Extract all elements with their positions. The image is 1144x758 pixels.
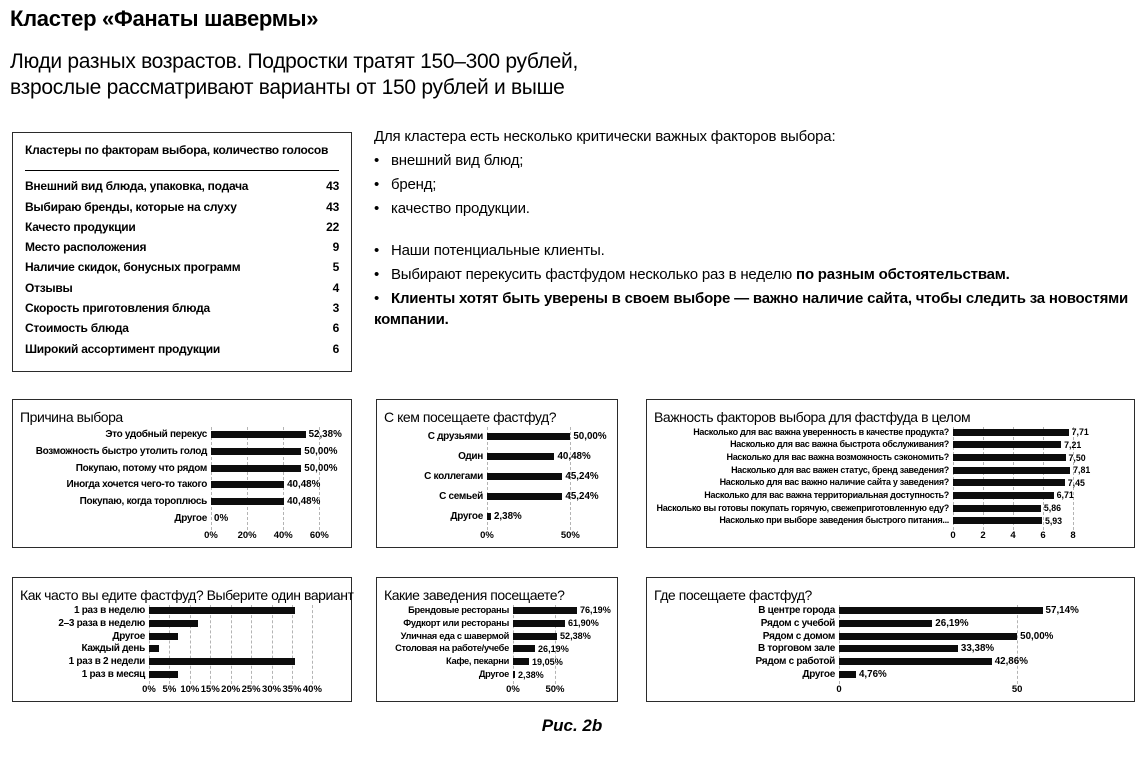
- chart-title: Как часто вы едите фастфуд? Выберите один вариант: [20, 587, 354, 603]
- bullet-marker: •: [374, 242, 380, 259]
- bar-value-label: 50,00%: [1020, 630, 1054, 642]
- bar-value-label: 40,48%: [557, 450, 591, 462]
- x-axis-tick-label: 20%: [221, 684, 241, 695]
- bar-category-label: Насколько для вас важна возможность сэкономить?: [726, 452, 949, 463]
- bar-track: [953, 478, 1124, 488]
- bar: [487, 493, 562, 500]
- table-row: [25, 180, 339, 193]
- bar-category-label: Рядом с учебой: [760, 617, 835, 629]
- bar-category-label: Покупаю, потому что рядом: [75, 462, 207, 474]
- x-axis-tick-label: 0: [836, 684, 842, 695]
- table-row-label: Широкий ассортимент продукции: [25, 341, 221, 356]
- x-axis-tick-label: 50: [1011, 684, 1023, 695]
- table-row-value: 3: [332, 301, 339, 316]
- bar-track: [839, 631, 1124, 642]
- bar-category-label: Насколько для вас важна уверенность в качестве продукта?: [693, 426, 949, 437]
- chart-plot-area: [19, 604, 345, 681]
- bar-value-label: 57,14%: [1045, 604, 1079, 616]
- chart-locations-panel: [646, 577, 1135, 702]
- bar-value-label: 40,48%: [287, 479, 321, 491]
- bar-category-label: Каждый день: [81, 643, 145, 655]
- bar: [953, 492, 1054, 499]
- chart-bar-row: [653, 643, 1128, 654]
- subtitle-line-1: Люди разных возрастов. Подростки тратят 150–300 рублей,: [10, 50, 579, 73]
- bar-track: [953, 465, 1124, 475]
- chart-plot-area: [653, 426, 1128, 527]
- bar-track: [839, 605, 1124, 616]
- x-axis-ticks: [506, 683, 607, 697]
- bar-track: [149, 671, 341, 678]
- table-row-label: Выбираю бренды, которые на слуху: [25, 199, 237, 214]
- bar-category-label: Другое: [450, 511, 483, 523]
- chart-bar-row: [19, 463, 345, 474]
- x-axis-tick-label: 60%: [309, 530, 329, 541]
- table-header: Кластеры по факторам выбора, количество голосов: [25, 143, 329, 157]
- clusters-table-panel: [12, 132, 352, 372]
- bar-track: [149, 645, 341, 652]
- bar-category-label: 1 раз в неделю: [73, 604, 145, 616]
- chart-bar-row: [653, 618, 1128, 629]
- chart-bar-row: [19, 631, 345, 642]
- bar-value-label: 50,00%: [304, 445, 338, 457]
- bar-category-label: С коллегами: [424, 470, 483, 482]
- bar-category-label: Уличная еда с шавермой: [400, 630, 509, 641]
- table-row-label: Внешний вид блюда, упаковка, подача: [25, 179, 249, 194]
- chart-bar-row: [19, 496, 345, 507]
- bar-value-label: 76,19%: [579, 605, 611, 616]
- bar-category-label: 2–3 раза в неделю: [58, 617, 145, 629]
- table-row: [25, 302, 339, 315]
- table-row-label: Отзывы: [25, 280, 73, 295]
- bar-track: [149, 658, 341, 665]
- bar-category-label: Другое: [174, 513, 207, 525]
- chart-bar-row: [653, 465, 1128, 476]
- bar-category-label: 1 раз в месяц: [81, 669, 145, 681]
- x-axis-ticks: [836, 683, 1124, 697]
- chart-bar-row: [19, 479, 345, 490]
- table-rows: [25, 171, 339, 363]
- chart-bar-row: [383, 643, 611, 654]
- bar-value-label: 50,00%: [573, 430, 607, 442]
- bullet-marker: •: [374, 290, 380, 307]
- chart-bar-row: [383, 669, 611, 680]
- chart-bar-row: [653, 439, 1128, 450]
- factor-text: качество продукции.: [391, 200, 530, 217]
- x-axis-tick-label: 50%: [545, 684, 565, 695]
- bullet-marker: •: [374, 266, 380, 283]
- table-row-label: Наличие скидок, бонусных программ: [25, 260, 241, 275]
- factor-item: [374, 174, 1144, 195]
- bar: [149, 620, 198, 627]
- x-axis-tick-label: 8: [1070, 530, 1076, 541]
- x-axis-tick-label: 0%: [204, 530, 218, 541]
- x-axis-tick-label: 40%: [302, 684, 322, 695]
- bar-track: [953, 516, 1124, 526]
- bar-track: [513, 605, 611, 616]
- table-row-value: 22: [326, 219, 339, 234]
- bar: [211, 448, 301, 455]
- note-item: [374, 240, 1144, 261]
- bar-category-label: С друзьями: [427, 430, 483, 442]
- bar: [953, 454, 1066, 461]
- bar-value-label: 7,45: [1067, 477, 1085, 488]
- chart-companions-panel: [376, 399, 618, 548]
- chart-bar-row: [653, 605, 1128, 616]
- bar: [839, 607, 1043, 614]
- bar-track: [211, 463, 341, 474]
- x-axis-tick-label: 40%: [273, 530, 293, 541]
- table-row: [25, 322, 339, 335]
- bar-track: [839, 669, 1124, 680]
- chart-title: Где посещаете фастфуд?: [654, 587, 812, 603]
- chart-body: [653, 604, 1128, 697]
- chart-bar-row: [383, 618, 611, 629]
- x-axis-tick-label: 2: [980, 530, 986, 541]
- bar-track: [211, 479, 341, 490]
- bar-category-label: С семьей: [439, 491, 483, 503]
- chart-bar-row: [653, 503, 1128, 514]
- bar: [487, 433, 570, 440]
- bar: [211, 465, 301, 472]
- bar-value-label: 61,90%: [567, 618, 599, 629]
- bar-value-label: 2,38%: [493, 511, 522, 523]
- bar: [513, 633, 557, 640]
- bar: [211, 481, 284, 488]
- table-row: [25, 282, 339, 295]
- bar-category-label: Один: [458, 450, 483, 462]
- table-row: [25, 221, 339, 234]
- bar: [513, 671, 515, 678]
- bar-value-label: 33,38%: [960, 643, 995, 655]
- bar-track: [953, 427, 1124, 437]
- table-row: [25, 261, 339, 274]
- bar-track: [953, 503, 1124, 513]
- bar: [149, 645, 159, 652]
- bar-value-label: 5,93: [1044, 515, 1063, 526]
- page-subtitle: [10, 49, 910, 101]
- bar: [953, 517, 1042, 524]
- bar-category-label: Иногда хочется чего-то такого: [66, 479, 207, 491]
- factor-text: бренд;: [391, 176, 437, 193]
- bar-track: [953, 490, 1124, 500]
- insights-intro: Для кластера есть несколько критически важных факторов выбора:: [374, 128, 836, 145]
- notes-list: [374, 240, 1144, 330]
- bar-value-label: 45,24%: [565, 491, 599, 503]
- bar-category-label: Фудкорт или рестораны: [403, 617, 509, 628]
- chart-bar-row: [19, 643, 345, 654]
- bar-value-label: 7,71: [1071, 427, 1089, 438]
- chart-importance-panel: [646, 399, 1135, 548]
- x-axis-tick-label: 4: [1010, 530, 1016, 541]
- table-row-value: 6: [332, 321, 339, 336]
- bar: [487, 513, 491, 520]
- bar-value-label: 6,71: [1056, 490, 1074, 501]
- x-axis-tick-label: 6: [1040, 530, 1046, 541]
- bar-category-label: Другое: [478, 669, 509, 680]
- note-item: [374, 288, 1144, 330]
- chart-bar-row: [653, 515, 1128, 526]
- chart-venues-panel: [376, 577, 618, 702]
- table-row: [25, 201, 339, 214]
- bar: [149, 671, 178, 678]
- bar: [953, 467, 1070, 474]
- x-axis-tick-label: 20%: [237, 530, 257, 541]
- bar: [149, 633, 178, 640]
- chart-bar-row: [653, 490, 1128, 501]
- bullet-marker: •: [374, 152, 380, 169]
- bar-track: [211, 496, 341, 507]
- page-header: [10, 6, 910, 101]
- x-axis-tick-label: 35%: [282, 684, 302, 695]
- bar-track: [487, 431, 607, 442]
- bar-value-label: 52,38%: [308, 428, 342, 440]
- x-axis-ticks: [142, 683, 341, 697]
- x-axis-ticks: [950, 529, 1124, 543]
- chart-body: [653, 426, 1128, 543]
- factor-item: [374, 150, 1144, 171]
- bar-category-label: 1 раз в 2 недели: [68, 656, 145, 668]
- bar-track: [839, 618, 1124, 629]
- chart-bar-row: [19, 446, 345, 457]
- bar-category-label: Насколько для вас важна быстрота обслуживания?: [730, 439, 949, 450]
- chart-bar-row: [383, 605, 611, 616]
- x-axis-tick-label: 0: [950, 530, 956, 541]
- bar-value-label: 50,00%: [304, 462, 338, 474]
- bar-category-label: Другое: [802, 669, 835, 681]
- bar-track: [149, 607, 341, 614]
- bar: [513, 658, 529, 665]
- chart-bar-row: [19, 656, 345, 667]
- x-axis-tick-label: 15%: [200, 684, 220, 695]
- bar-value-label: 52,38%: [559, 631, 591, 642]
- chart-bar-row: [653, 477, 1128, 488]
- chart-title: Важность факторов выбора для фастфуда в целом: [654, 409, 971, 425]
- chart-body: [19, 426, 345, 543]
- chart-body: [383, 426, 611, 543]
- note-text-run: Выбирают перекусить фастфудом несколько раз в неделю: [391, 266, 796, 283]
- bar-value-label: 0%: [214, 513, 229, 525]
- bar-track: [487, 511, 607, 522]
- bar-value-label: 26,19%: [935, 617, 969, 629]
- x-axis-tick-label: 5%: [162, 684, 177, 695]
- bar-category-label: Насколько для вас важно наличие сайта у заведения?: [719, 477, 949, 488]
- bullet-marker: •: [374, 200, 380, 217]
- bar-track: [487, 451, 607, 462]
- table-row-label: Качесто продукции: [25, 219, 136, 234]
- chart-bar-row: [653, 452, 1128, 463]
- table-row-value: 43: [326, 179, 339, 194]
- table-row-label: Скорость приготовления блюда: [25, 301, 210, 316]
- subtitle-line-2: взрослые рассматривают варианты от 150 рублей и выше: [10, 76, 565, 99]
- bar-value-label: 7,81: [1073, 465, 1091, 476]
- bar-category-label: Кафе, пекарни: [445, 656, 509, 667]
- chart-plot-area: [653, 604, 1128, 681]
- bar-category-label: Насколько вы готовы покупать горячую, свежеприготовленную еду?: [656, 502, 949, 513]
- bar: [839, 658, 992, 665]
- bar-track: [839, 656, 1124, 667]
- bar-category-label: Это удобный перекус: [105, 428, 207, 440]
- table-row-value: 5: [332, 260, 339, 275]
- chart-bar-row: [383, 631, 611, 642]
- bar-value-label: 26,19%: [537, 643, 569, 654]
- chart-bar-row: [383, 471, 611, 482]
- table-row-value: 43: [326, 199, 339, 214]
- chart-title: С кем посещаете фастфуд?: [384, 409, 557, 425]
- chart-bar-row: [653, 669, 1128, 680]
- bar-track: [211, 446, 341, 457]
- chart-frequency-panel: [12, 577, 352, 702]
- x-axis-tick-label: 50%: [560, 530, 580, 541]
- bar-track: [211, 429, 341, 440]
- bar-category-label: Насколько для вас важен статус, бренд заведения?: [731, 464, 949, 475]
- bar: [513, 607, 577, 614]
- bar-track: [513, 631, 607, 641]
- chart-title: Какие заведения посещаете?: [384, 587, 565, 603]
- bar-category-label: Другое: [112, 630, 145, 642]
- chart-body: [383, 604, 611, 697]
- chart-bar-row: [653, 631, 1128, 642]
- bar-value-label: 42,86%: [994, 656, 1028, 668]
- bar-track: [149, 620, 341, 627]
- table-row-value: 9: [332, 240, 339, 255]
- chart-reason-panel: [12, 399, 352, 548]
- bar-value-label: 4,76%: [858, 669, 887, 681]
- bar-category-label: Брендовые рестораны: [408, 604, 509, 615]
- bar-track: [953, 440, 1124, 450]
- bar: [513, 645, 535, 652]
- chart-title: Причина выбора: [20, 409, 123, 425]
- x-axis-tick-label: 0%: [142, 684, 156, 695]
- note-text-run: Наши потенциальные клиенты.: [391, 242, 605, 259]
- x-axis-tick-label: 0%: [506, 684, 520, 695]
- bar: [953, 479, 1065, 486]
- chart-bar-row: [383, 511, 611, 522]
- bar-track: [149, 633, 341, 640]
- bar-value-label: 5,86: [1043, 503, 1062, 514]
- chart-bar-row: [19, 605, 345, 616]
- bar-category-label: Возможность быстро утолить голод: [35, 445, 207, 457]
- x-axis-tick-label: 10%: [180, 684, 200, 695]
- factor-text: внешний вид блюд;: [391, 152, 524, 169]
- bar-category-label: Рядом с домом: [762, 630, 835, 642]
- bar-value-label: 7,21: [1064, 439, 1082, 450]
- table-row: [25, 343, 339, 356]
- bar-track: [953, 453, 1124, 463]
- chart-bar-row: [19, 669, 345, 680]
- bar-category-label: Рядом с работой: [755, 656, 835, 668]
- x-axis-tick-label: 25%: [241, 684, 261, 695]
- bar: [953, 429, 1069, 436]
- insights-text-block: [374, 126, 1144, 333]
- note-text-run: по разным обстоятельствам.: [795, 266, 1010, 283]
- chart-plot-area: [383, 426, 611, 527]
- chart-bar-row: [19, 618, 345, 629]
- bar: [211, 431, 306, 438]
- chart-body: [19, 604, 345, 697]
- bar: [149, 607, 295, 614]
- chart-bar-row: [19, 513, 345, 524]
- figure-caption: Рис. 2b: [541, 716, 603, 735]
- page-title: Кластер «Фанаты шавермы»: [10, 6, 319, 31]
- x-axis-tick-label: 30%: [262, 684, 282, 695]
- bar: [839, 620, 932, 627]
- bar-category-label: Покупаю, когда тороплюсь: [79, 496, 207, 508]
- chart-bar-row: [653, 427, 1128, 438]
- chart-bar-row: [19, 429, 345, 440]
- chart-bar-row: [383, 656, 611, 667]
- table-row-value: 4: [332, 280, 339, 295]
- list-gap: [374, 222, 1144, 240]
- bar-track: [211, 513, 341, 524]
- bar: [839, 671, 856, 678]
- chart-plot-area: [19, 426, 345, 527]
- bar: [487, 473, 562, 480]
- bar-track: [513, 657, 607, 667]
- note-text-run: Клиенты хотят быть уверены в своем выборе — важно наличие сайта, чтобы следить за новостями компании.: [374, 290, 1129, 328]
- bar-track: [839, 643, 1124, 654]
- factors-list: [374, 150, 1144, 219]
- table-row-value: 6: [332, 341, 339, 356]
- bar-category-label: В центре города: [758, 604, 835, 616]
- bar-value-label: 40,48%: [287, 496, 321, 508]
- bar: [211, 498, 284, 505]
- bar: [487, 453, 554, 460]
- bar-value-label: 19,05%: [531, 656, 563, 667]
- bar: [513, 620, 565, 627]
- bar-value-label: 7,50: [1068, 452, 1086, 463]
- x-axis-tick-label: 0%: [480, 530, 494, 541]
- bar-value-label: 45,24%: [565, 470, 599, 482]
- bullet-marker: •: [374, 176, 380, 193]
- table-row-label: Место расположения: [25, 240, 147, 255]
- bar-track: [487, 471, 607, 482]
- x-axis-ticks: [204, 529, 341, 543]
- bar-value-label: 2,38%: [517, 669, 544, 680]
- bar-track: [513, 644, 607, 654]
- x-axis-ticks: [480, 529, 607, 543]
- bar: [953, 441, 1061, 448]
- bar: [149, 658, 295, 665]
- bar-track: [513, 670, 607, 680]
- table-row-label: Стоимость блюда: [25, 321, 129, 336]
- bar: [839, 645, 958, 652]
- factor-item: [374, 198, 1144, 219]
- bar-track: [487, 491, 607, 502]
- chart-plot-area: [383, 604, 611, 681]
- chart-bar-row: [383, 491, 611, 502]
- chart-bar-row: [383, 431, 611, 442]
- bar: [839, 633, 1017, 640]
- chart-bar-row: [653, 656, 1128, 667]
- bar-category-label: Насколько при выборе заведения быстрого питания...: [719, 515, 949, 526]
- bar-category-label: Столовая на работе/учебе: [395, 643, 509, 654]
- chart-bar-row: [383, 451, 611, 462]
- note-item: [374, 264, 1144, 285]
- bar-category-label: В торговом зале: [758, 643, 835, 655]
- bar-category-label: Насколько для вас важна территориальная доступность?: [704, 489, 949, 500]
- bar-track: [513, 618, 607, 628]
- bar: [953, 505, 1041, 512]
- table-row: [25, 241, 339, 254]
